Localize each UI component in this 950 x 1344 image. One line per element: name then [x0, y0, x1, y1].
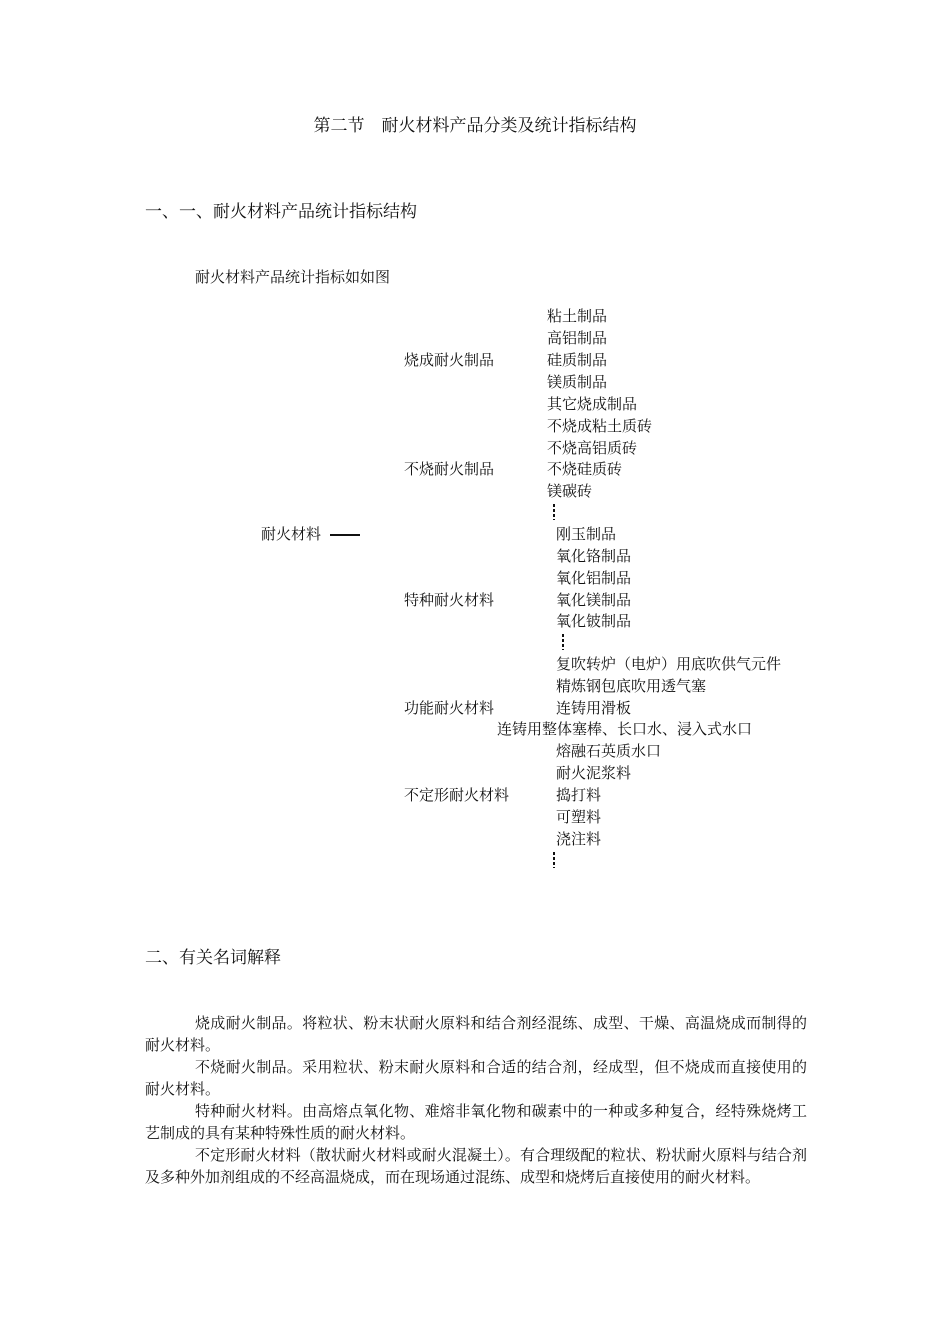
list-item: 连铸用滑板	[556, 699, 632, 717]
list-item: 硅质制品	[547, 351, 608, 369]
list-item: 镁质制品	[547, 373, 608, 391]
list-item: 捣打料	[556, 786, 602, 804]
list-item: 不烧高铝质砖	[547, 439, 638, 457]
category-fired: 烧成耐火制品	[404, 351, 495, 369]
list-item: 连铸用整体塞棒、长口水、浸入式水口	[497, 720, 753, 738]
list-item: 其它烧成制品	[547, 395, 638, 413]
definition-paragraph: 特种耐火材料。由高熔点氧化物、难熔非氧化物和碳素中的一种或多种复合，经特殊烧烤工艺制成的具有某种特殊性质的耐火材料。	[145, 1102, 807, 1142]
list-item: 氧化铝制品	[556, 569, 632, 587]
continuation-dots	[553, 852, 555, 868]
list-item: 复吹转炉（电炉）用底吹供气元件	[556, 655, 782, 673]
continuation-dots	[562, 634, 564, 650]
section-heading-structure: 一、一、耐火材料产品统计指标结构	[145, 202, 417, 222]
continuation-dots	[553, 504, 555, 520]
page-title: 第二节 耐火材料产品分类及统计指标结构	[313, 116, 637, 136]
root-connector-line	[330, 534, 360, 536]
list-item: 可塑料	[556, 808, 602, 826]
definition-paragraph: 烧成耐火制品。将粒状、粉末状耐火原料和结合剂经混练、成型、干燥、高温烧成而制得的耐火材料。	[145, 1014, 807, 1054]
list-item: 氧化铍制品	[556, 612, 632, 630]
diagram-root-label: 耐火材料	[261, 525, 322, 543]
list-item: 熔融石英质水口	[556, 742, 662, 760]
list-item: 镁碳砖	[547, 482, 593, 500]
list-item: 浇注料	[556, 830, 602, 848]
list-item: 刚玉制品	[556, 525, 617, 543]
list-item: 氧化镁制品	[556, 591, 632, 609]
category-unfired: 不烧耐火制品	[404, 460, 495, 478]
list-item: 不烧成粘土质砖	[547, 417, 653, 435]
definitions-body	[145, 1012, 807, 1188]
list-item: 不烧硅质砖	[547, 460, 623, 478]
list-item: 耐火泥浆料	[556, 764, 632, 782]
category-special: 特种耐火材料	[404, 591, 495, 609]
category-unshaped: 不定形耐火材料	[404, 786, 510, 804]
list-item: 高铝制品	[547, 329, 608, 347]
diagram-intro: 耐火材料产品统计指标如如图	[195, 268, 391, 286]
list-item: 氧化铬制品	[556, 547, 632, 565]
category-functional: 功能耐火材料	[404, 699, 495, 717]
definition-paragraph: 不烧耐火制品。采用粒状、粉末耐火原料和合适的结合剂，经成型，但不烧成而直接使用的耐火材料。	[145, 1058, 807, 1098]
list-item: 精炼钢包底吹用透气塞	[556, 677, 707, 695]
definition-paragraph: 不定形耐火材料（散状耐火材料或耐火混凝土）。有合理级配的粒状、粉状耐火原料与结合剂及多种外加剂组成的不经高温烧成，而在现场通过混练、成型和烧烤后直接使用的耐火材料。	[145, 1146, 807, 1186]
list-item: 粘土制品	[547, 307, 608, 325]
section-heading-definitions: 二、有关名词解释	[145, 948, 281, 968]
